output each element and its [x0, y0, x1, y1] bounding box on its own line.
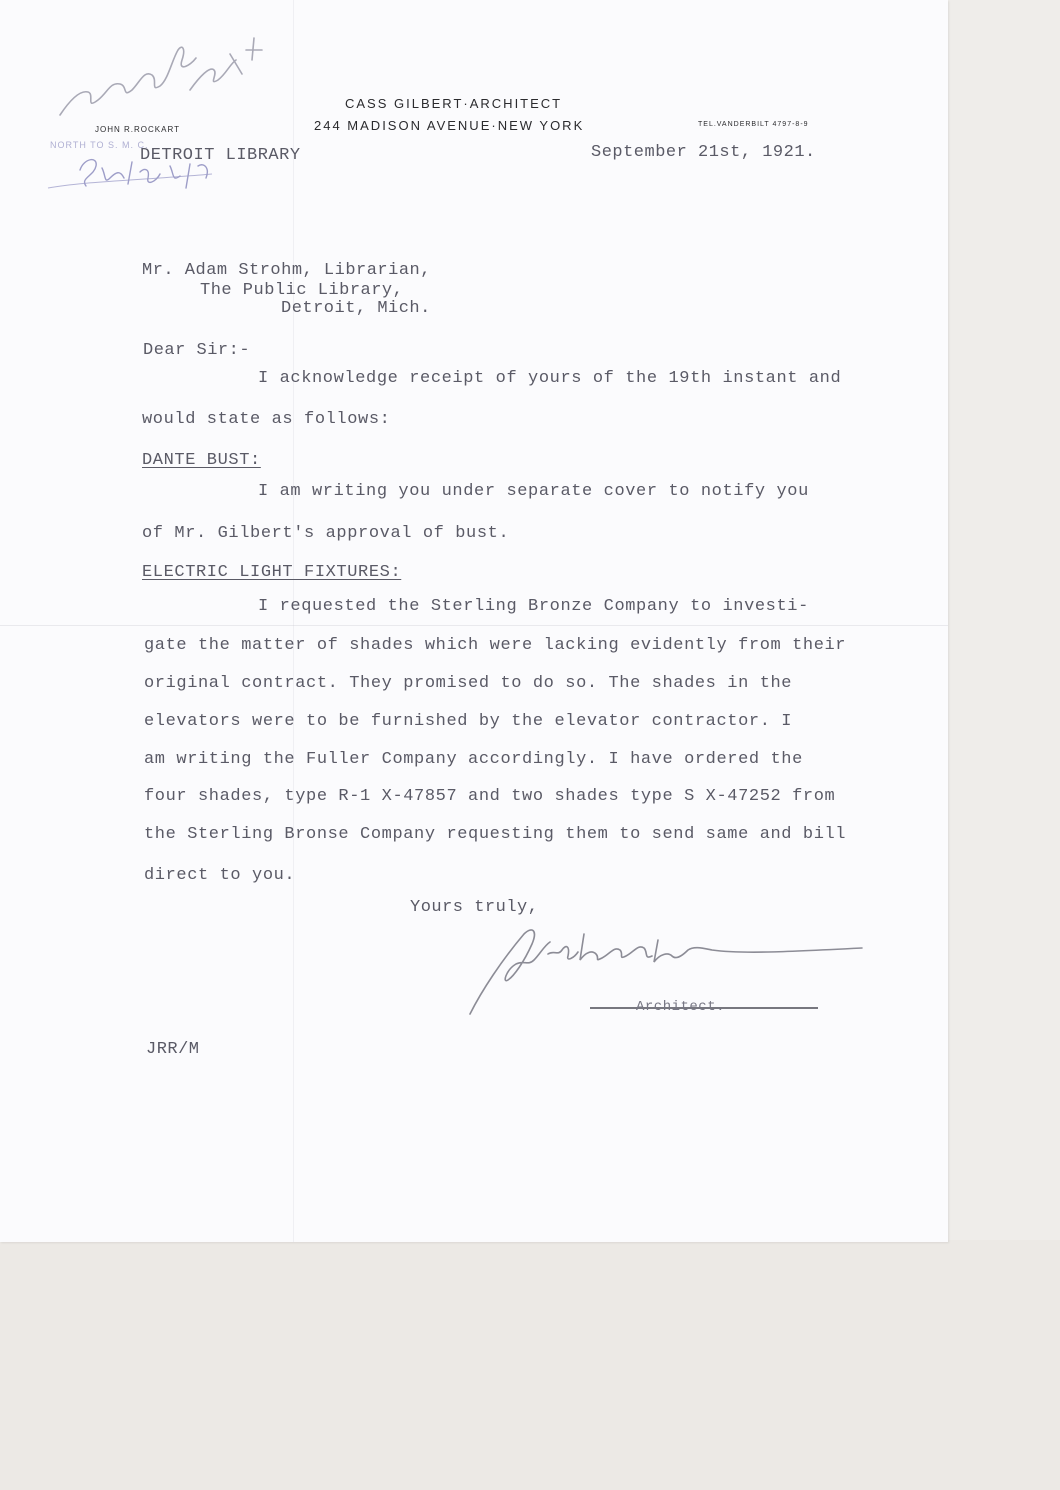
- faint-stamp: NORTH TO S. M. C.: [50, 140, 149, 150]
- subject-line: DETROIT LIBRARY: [140, 146, 301, 165]
- body-line: I am writing you under separate cover to notify you: [258, 482, 809, 501]
- letter-date: September 21st, 1921.: [591, 143, 816, 162]
- body-line: of Mr. Gilbert's approval of bust.: [142, 524, 510, 543]
- fold-crease-vertical: [293, 0, 294, 1242]
- signatory-title: Architect.: [636, 999, 726, 1015]
- letterhead-firm: CASS GILBERT·ARCHITECT: [345, 96, 563, 111]
- body-line: original contract. They promised to do so. The shades in the: [144, 674, 793, 693]
- letterhead-name: JOHN R.ROCKART: [95, 125, 180, 134]
- fold-crease: [0, 625, 948, 626]
- backdrop: [0, 1240, 1060, 1490]
- body-line: elevators were to be furnished by the elevator contractor. I: [144, 712, 793, 731]
- body-line: I requested the Sterling Bronze Company to investi-: [258, 597, 809, 616]
- body-line: four shades, type R-1 X-47857 and two shades type S X-47252 from: [144, 787, 836, 806]
- section-heading: DANTE BUST:: [142, 451, 261, 470]
- body-line: gate the matter of shades which were lacking evidently from their: [144, 636, 847, 655]
- letterhead-address: 244 MADISON AVENUE·NEW YORK: [314, 118, 585, 133]
- recipient-line: Mr. Adam Strohm, Librarian,: [142, 261, 431, 280]
- body-line: would state as follows:: [142, 410, 391, 429]
- body-line: direct to you.: [144, 866, 296, 885]
- pencil-annotation: [40, 20, 300, 130]
- recipient-line: Detroit, Mich.: [281, 299, 431, 318]
- body-line: the Sterling Bronse Company requesting them to send same and bill: [144, 825, 847, 844]
- salutation: Dear Sir:-: [143, 341, 251, 360]
- body-line: I acknowledge receipt of yours of the 19th instant and: [258, 369, 842, 388]
- section-heading: ELECTRIC LIGHT FIXTURES:: [142, 563, 402, 582]
- closing: Yours truly,: [410, 898, 539, 917]
- letterhead-telephone: TEL.VANDERBILT 4797-8-9: [698, 121, 809, 128]
- body-line: am writing the Fuller Company accordingly. I have ordered the: [144, 750, 803, 769]
- typist-initials: JRR/M: [146, 1040, 200, 1059]
- recipient-line: The Public Library,: [200, 281, 404, 300]
